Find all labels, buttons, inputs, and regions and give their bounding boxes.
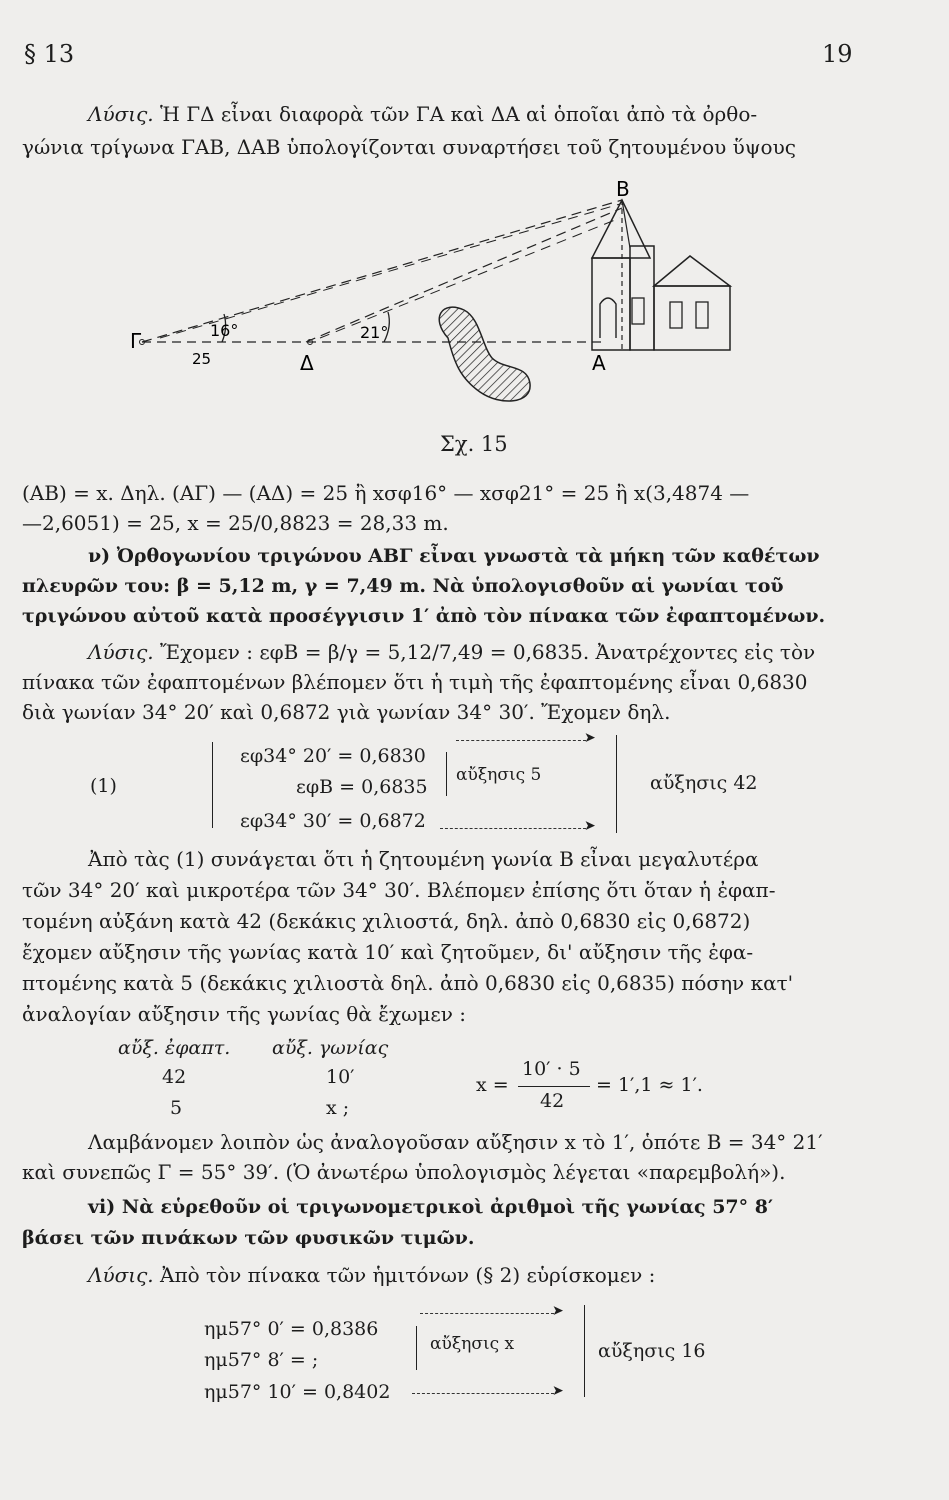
table1-number: (1) <box>90 775 117 797</box>
solution6-line-1 <box>88 1263 655 1287</box>
table1-arrowhead-top: ➤ <box>584 730 596 746</box>
solution5-line-3: διὰ γωνίαν 34° 20′ καὶ 0,6872 γιὰ γωνίαν 34° 30′. Ἔχομεν δηλ. <box>22 700 671 724</box>
fraction-bar <box>518 1086 590 1087</box>
table2-row-1: ημ57° 0′ = 0,8386 <box>204 1318 379 1340</box>
table1-outer-brace <box>606 735 617 833</box>
solution6-label: Λύσις. <box>88 1263 154 1287</box>
table1-arrowhead-bottom: ➤ <box>584 818 596 834</box>
intro-line-1 <box>88 102 757 126</box>
hatched-tree <box>439 307 530 401</box>
table1-row-3: εφ34° 30′ = 0,6872 <box>240 810 426 832</box>
prop-col2-r1: 10′ <box>326 1066 355 1088</box>
calc1-line-1: (ΑΒ) = x. Δηλ. (ΑΓ) — (ΑΔ) = 25 ἢ xσφ16° — xσφ21° = 25 ἢ x(3,4874 — <box>22 481 750 505</box>
para2-line-6: ἀναλογίαν αὔξησιν τῆς γωνίας θὰ ἔχωμεν : <box>22 1002 466 1026</box>
nave-body <box>654 286 730 350</box>
problem6-line-2: βάσει τῶν πινάκων τῶν φυσικῶν τιμῶν. <box>22 1227 475 1249</box>
prop-col1-r1: 42 <box>162 1066 187 1088</box>
tower-door <box>600 298 616 338</box>
tower-left-face <box>592 258 630 350</box>
para3-line-2: καὶ συνεπῶς Γ = 55° 39′. (Ὁ ἀνωτέρω ὑπολογισμὸς λέγεται «παρεμβολή»). <box>22 1160 786 1184</box>
label-g: Γ <box>130 329 142 353</box>
table2-arrow-bottom <box>412 1393 554 1394</box>
prop-denominator: 42 <box>540 1090 565 1112</box>
table1-row-2: εφΒ = 0,6835 <box>296 776 428 798</box>
para2-line-4: ἔχομεν αὔξησιν τῆς γωνίας κατὰ 10′ καὶ ζητοῦμεν, δι' αὔξησιν τῆς ἐφα- <box>22 940 754 964</box>
table2-arrowhead-bottom: ➤ <box>552 1383 564 1399</box>
para2-line-3: τομένη αὐξάνη κατὰ 42 (δεκάκις χιλιοστά, δηλ. ἀπὸ 0,6830 εἰς 0,6872) <box>22 909 751 933</box>
table1-inner-brace <box>438 752 447 796</box>
table1-inc-inner: αὔξησις 5 <box>456 765 542 785</box>
solution5-line-1 <box>88 640 815 664</box>
prop-numerator: 10′ · 5 <box>522 1058 581 1080</box>
solution6-text-1: Ἀπὸ τὸν πίνακα τῶν ἡμιτόνων (§ 2) εὑρίσκομεν : <box>160 1263 656 1287</box>
calc1-line-2: —2,6051) = 25, x = 25/0,8823 = 28,33 m. <box>22 511 449 535</box>
figure-sch15 <box>130 178 750 418</box>
nave-window-2 <box>696 302 708 328</box>
table2-inc-inner: αὔξησις x <box>430 1334 515 1354</box>
problem5-line-2: πλευρῶν του: β = 5,12 m, γ = 7,49 m. Νὰ ὑπολογισθοῦν αἱ γωνίαι τοῦ <box>22 575 784 597</box>
solution5-line-2: πίνακα τῶν ἐφαπτομένων βλέπομεν ὅτι ἡ τιμὴ τῆς ἐφαπτομένης εἶναι 0,6830 <box>22 670 808 694</box>
label-d: Δ <box>300 351 314 375</box>
para2-line-1: Ἀπὸ τὰς (1) συνάγεται ὅτι ἡ ζητουμένη γωνία Β εἶναι μεγαλυτέρα <box>88 847 759 871</box>
table1-arrow-bottom <box>440 828 586 829</box>
label-angle-21: 21° <box>360 323 389 342</box>
label-b: Β <box>616 178 630 201</box>
prop-col1-head: αὔξ. ἐφαπτ. <box>118 1037 231 1059</box>
table2-outer-brace <box>574 1305 585 1397</box>
problem5-line-3: τριγώνου αὐτοῦ κατὰ προσέγγισιν 1′ ἀπὸ τὸν πίνακα τῶν ἐφαπτομένων. <box>22 605 826 627</box>
table2-row-3: ημ57° 10′ = 0,8402 <box>204 1381 391 1403</box>
problem5-line-1: ν) Ὀρθογωνίου τριγώνου ΑΒΓ εἶναι γνωστὰ τὰ μήκη τῶν καθέτων <box>88 545 820 567</box>
prop-col2-r2: x ; <box>326 1097 350 1119</box>
table1-inc-outer: αὔξησις 42 <box>650 772 758 794</box>
sight-line-g2 <box>160 204 620 338</box>
table2-arrowhead-top: ➤ <box>552 1303 564 1319</box>
label-distance: 25 <box>192 350 212 368</box>
table2-arrow-top <box>420 1313 554 1314</box>
table2-row-2: ημ57° 8′ = ; <box>204 1349 319 1371</box>
solution5-label: Λύσις. <box>88 640 154 664</box>
intro-text-1: Ἡ ΓΔ εἶναι διαφορὰ τῶν ΓΑ καὶ ΔΑ αἱ ὁποῖαι ἀπὸ τὰ ὀρθο- <box>160 102 758 126</box>
prop-col2-head: αὔξ. γωνίας <box>272 1037 389 1059</box>
table2-inner-brace <box>408 1326 417 1370</box>
nave-window-1 <box>670 302 682 328</box>
para3-line-1: Λαμβάνομεν λοιπὸν ὡς ἀναλογοῦσαν αὔξησιν x τὸ 1′, ὁπότε Β = 34° 21′ <box>88 1130 823 1154</box>
prop-col1-r2: 5 <box>170 1097 183 1119</box>
intro-line-2: γώνια τρίγωνα ΓΑΒ, ΔΑΒ ὑπολογίζονται συναρτήσει τοῦ ζητουμένου ὕψους <box>22 135 796 159</box>
problem6-line-1: vi) Νὰ εὑρεθοῦν οἱ τριγωνομετρικοὶ ἀριθμοὶ τῆς γωνίας 57° 8′ <box>88 1196 773 1218</box>
label-angle-16: 16° <box>210 321 239 340</box>
table1-arrow-top <box>456 740 586 741</box>
para2-line-5: πτομένης κατὰ 5 (δεκάκις χιλιοστὰ δηλ. ἀπὸ 0,6830 εἰς 0,6835) πόσην κατ' <box>22 971 794 995</box>
tower-window <box>632 298 644 324</box>
figure-caption: Σχ. 15 <box>440 432 508 456</box>
nave-roof <box>654 256 730 286</box>
table1-left-brace <box>212 742 213 828</box>
section-number: § 13 <box>24 40 75 68</box>
para2-line-2: τῶν 34° 20′ καὶ μικροτέρα τῶν 34° 30′. Βλέπομεν ἐπίσης ὅτι ὅταν ἡ ἐφαπ- <box>22 878 776 902</box>
prop-x-eq: x = <box>476 1074 509 1096</box>
table2-inc-outer: αὔξησις 16 <box>598 1340 706 1362</box>
solution5-text-1: Ἔχομεν : εφΒ = β/γ = 5,12/7,49 = 0,6835. Ἀνατρέχοντες εἰς τὸν <box>160 640 816 664</box>
solution-label: Λύσις. <box>88 102 154 126</box>
page-number: 19 <box>822 40 853 68</box>
label-a: Α <box>592 351 606 375</box>
prop-result: = 1′,1 ≈ 1′. <box>596 1074 703 1096</box>
table1-row-1: εφ34° 20′ = 0,6830 <box>240 745 426 767</box>
